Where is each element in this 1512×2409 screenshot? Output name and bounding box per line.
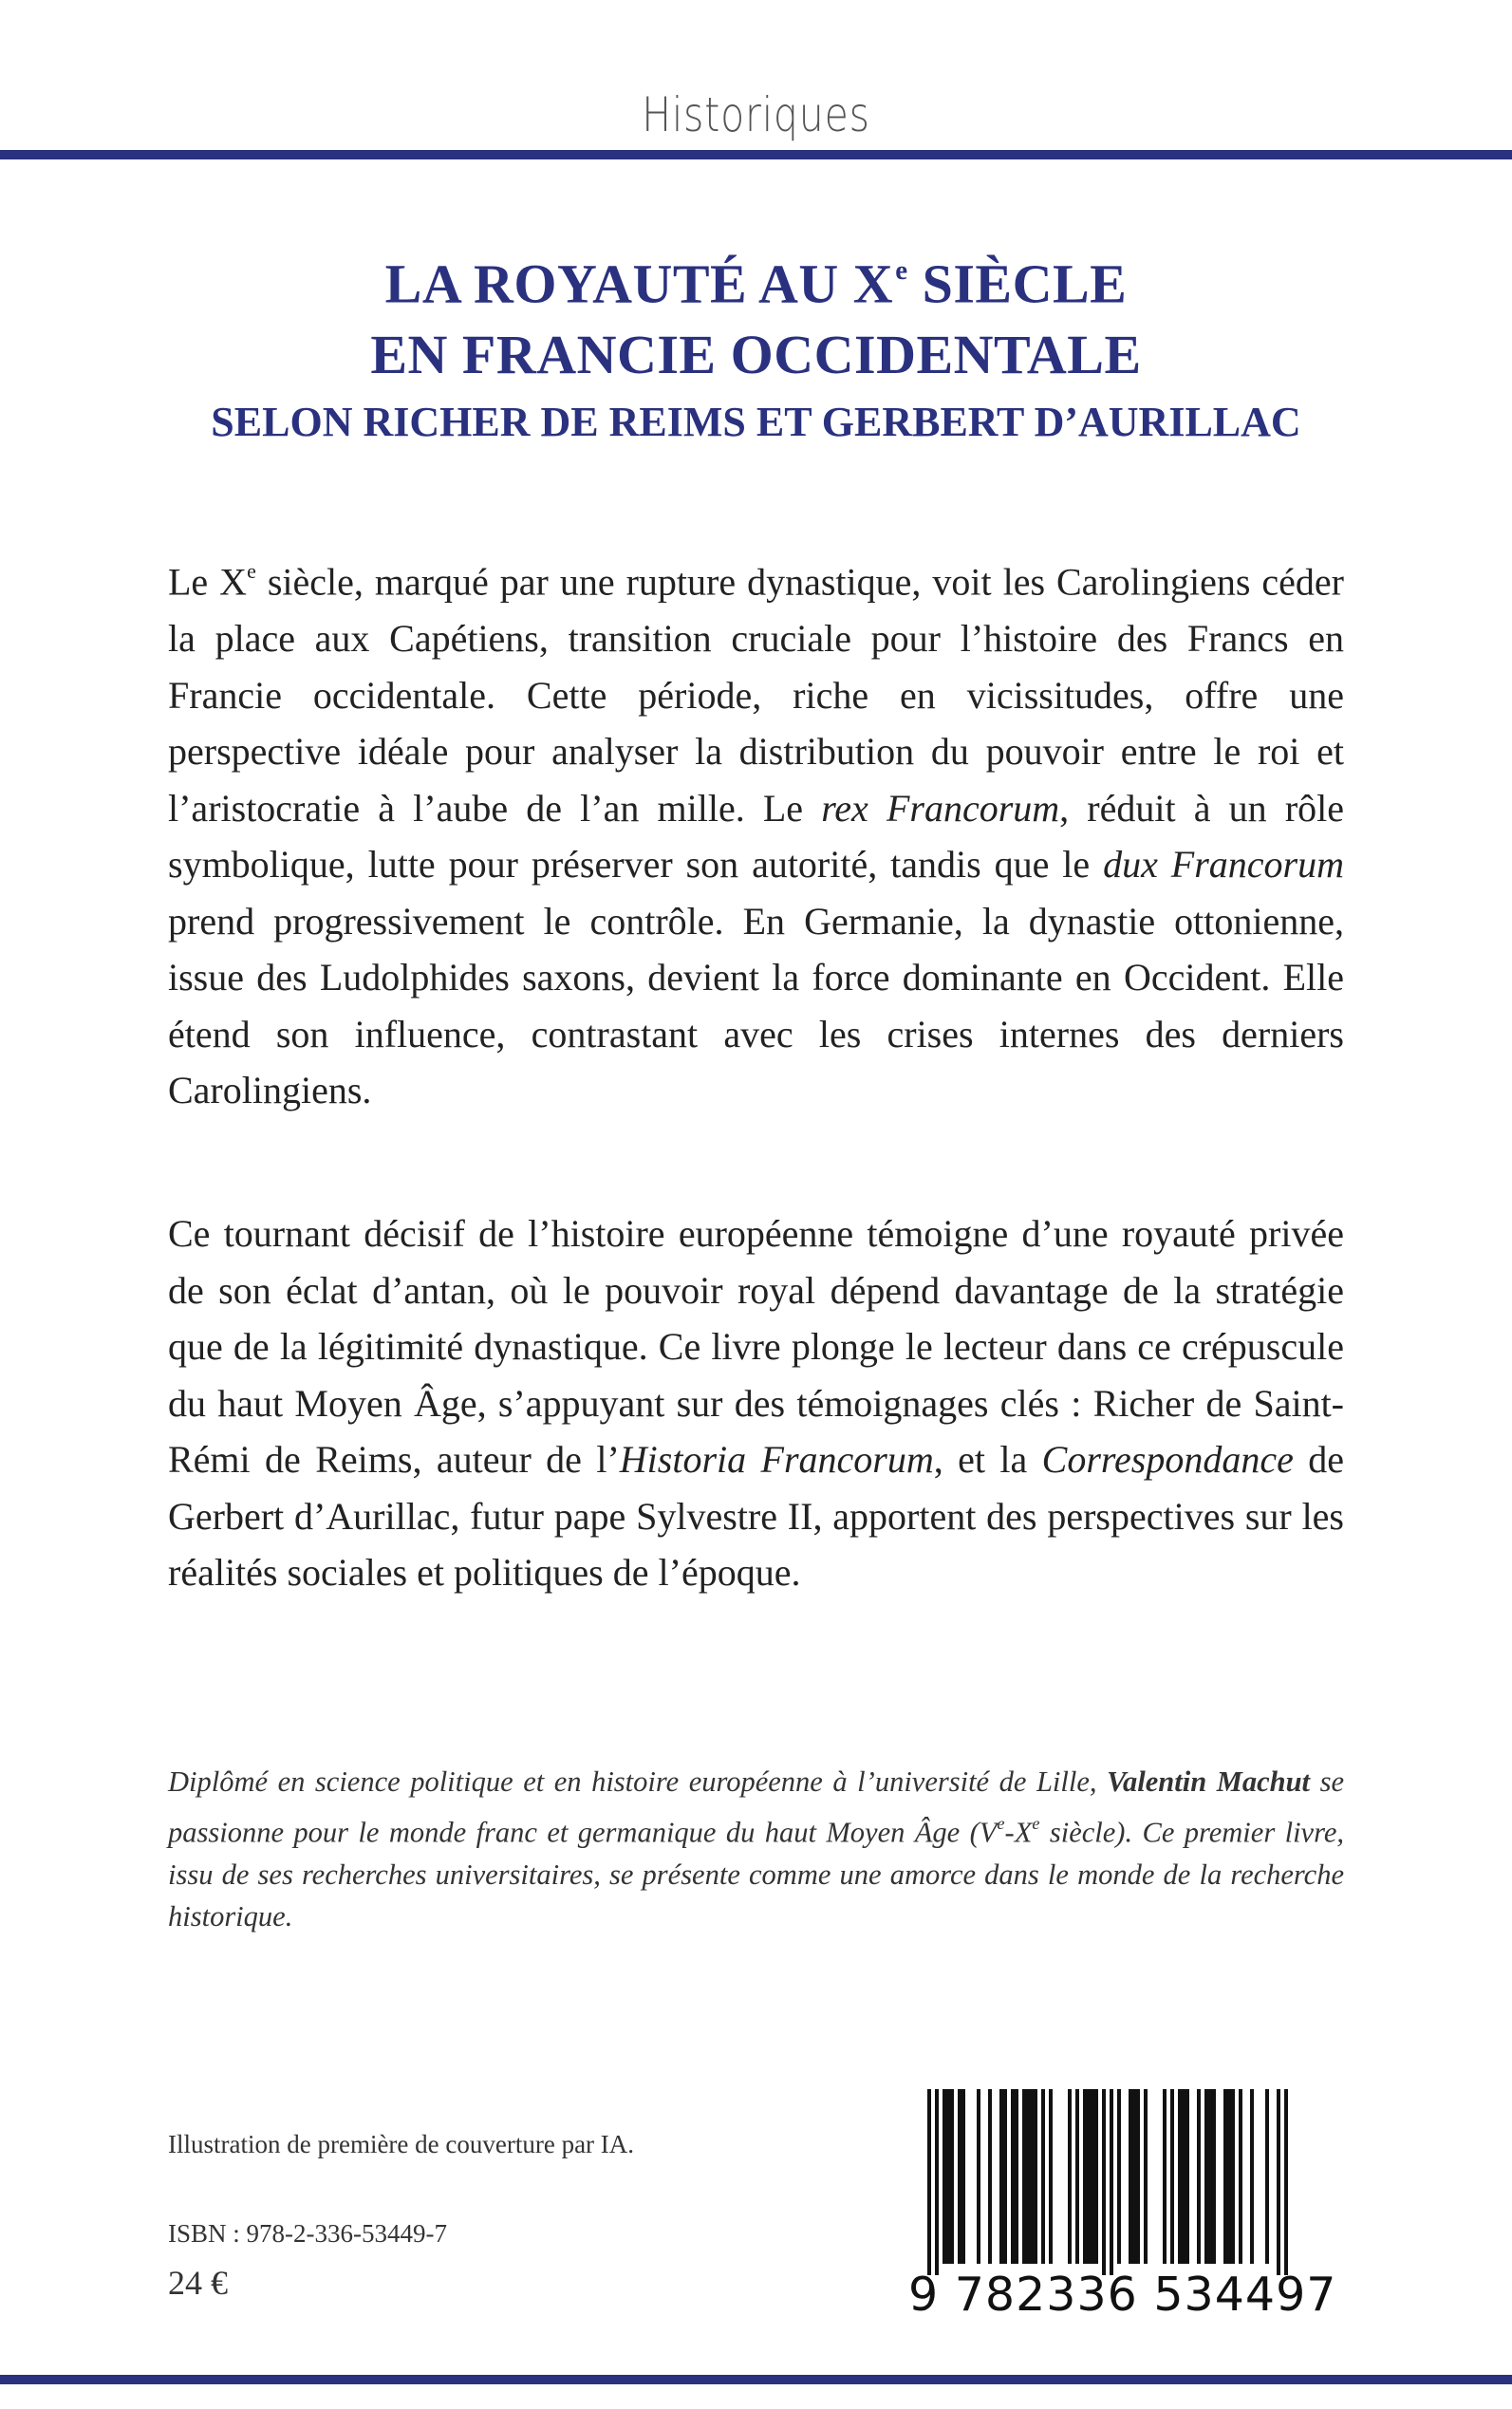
barcode-bar <box>1003 2089 1007 2264</box>
barcode-bar <box>1227 2089 1231 2264</box>
blurb-text: prend progressivement le contrôle. En Germanie, la dynastie ottonienne, issue des Ludolphides saxons, devient la force dominante en Occident. Elle étend son influence, contrastant avec les crises internes des derniers Carolingiens. <box>168 899 1344 1112</box>
blurb-text: , réduit à un rôle symbolique, lutte pour préserver son autorité, tandis que le <box>168 786 1345 887</box>
blurb-italic: Historia Francorum <box>619 1438 934 1481</box>
barcode-bar <box>1239 2089 1242 2264</box>
blurb-superscript: e <box>247 559 256 583</box>
barcode-guard-bar <box>1277 2089 1280 2275</box>
barcode-bar <box>1144 2089 1148 2264</box>
barcode-bar <box>1011 2089 1015 2264</box>
title-superscript: e <box>895 255 908 286</box>
barcode-bar <box>1212 2089 1216 2264</box>
bio-superscript: e <box>997 1814 1005 1833</box>
barcode-bar <box>1041 2089 1045 2264</box>
barcode-guard-bar <box>1102 2089 1106 2275</box>
barcode-bar <box>1049 2089 1053 2264</box>
barcode-bar <box>1208 2089 1212 2264</box>
barcode-guard-bar <box>1110 2089 1113 2275</box>
barcode-bar <box>1250 2089 1254 2264</box>
bio-superscript: e <box>1032 1814 1040 1833</box>
barcode-bar <box>1182 2089 1185 2264</box>
blurb-italic: rex Francorum <box>821 786 1060 830</box>
barcode-bar <box>1117 2089 1121 2264</box>
barcode-bar <box>1015 2089 1018 2264</box>
blurb-text: de Gerbert d’Aurillac, futur pape Sylvestre II, apportent des perspectives sur les réalités sociales et politiques de l’époque. <box>168 1438 1344 1594</box>
barcode <box>908 2083 1337 2323</box>
blurb-text: , et la <box>933 1438 1042 1481</box>
barcode-bar <box>1091 2089 1094 2264</box>
barcode-bar <box>977 2089 980 2264</box>
barcode-bar <box>1132 2089 1136 2264</box>
title-text: SIÈCLE <box>907 252 1128 315</box>
barcode-bar <box>1163 2089 1167 2264</box>
barcode-bar <box>950 2089 954 2264</box>
barcode-bar <box>1204 2089 1208 2264</box>
barcode-bar <box>958 2089 961 2264</box>
barcode-bar <box>1068 2089 1072 2264</box>
barcode-bar <box>943 2089 946 2264</box>
barcode-bar <box>988 2089 992 2264</box>
barcode-bar <box>1034 2089 1037 2264</box>
barcode-guard-bar <box>927 2089 931 2275</box>
blurb-text: siècle, marqué par une rupture dynastique, voit les Carolingiens céder la place aux Capétiens, transition cruciale pour l’histoire des Francs en Francie occidentale. Cette période, riche en vicissitudes, offre une perspective idéale pour analyser la distribution du pouvoir entre le roi et l’aristocratie à l’aube de l’an mille. Le <box>168 560 1344 830</box>
bio-text: Diplômé en science politique et en histoire européenne à l’université de Lille, <box>168 1765 1108 1798</box>
barcode-guard-bar <box>1284 2089 1288 2275</box>
barcode-bar <box>1030 2089 1034 2264</box>
author-bio <box>168 1761 1344 1937</box>
blurb-text: Ce tournant décisif de l’histoire européenne témoigne d’une royauté privée de son éclat d’antan, où le pouvoir royal dépend davantage de la stratégie que de la légitimité dynastique. Ce livre plonge le lecteur dans ce crépuscule du haut Moyen Âge, s’appuyant sur des témoignages clés : Richer de Saint-Rémi de Reims, auteur de l’ <box>168 1212 1344 1481</box>
barcode-bar <box>1178 2089 1182 2264</box>
barcode-bar <box>1087 2089 1091 2264</box>
blurb-paragraph-1 <box>168 543 1344 1119</box>
series-name: Historiques <box>642 87 870 142</box>
barcode-bar <box>1094 2089 1098 2264</box>
barcode-bar <box>961 2089 965 2264</box>
bottom-rule <box>0 2375 1512 2384</box>
book-title-block <box>0 235 1512 451</box>
barcode-bar <box>946 2089 950 2264</box>
author-name: Valentin Machut <box>1107 1765 1311 1798</box>
top-rule <box>0 150 1512 159</box>
barcode-bar <box>1265 2089 1269 2264</box>
blurb-text: Le X <box>168 560 248 604</box>
barcode-digits: 9 782336 534497 <box>908 2268 1337 2322</box>
barcode-bar <box>999 2089 1003 2264</box>
blurb-italic: dux Francorum <box>1103 843 1344 887</box>
barcode-bar <box>1083 2089 1087 2264</box>
subtitle: SELON RICHER DE REIMS ET GERBERT D’AURILLAC <box>211 398 1301 445</box>
barcode-guard-bar <box>935 2089 939 2275</box>
title-line-2: EN FRANCIE OCCIDENTALE <box>370 323 1142 385</box>
blurb-paragraph-2 <box>168 1205 1344 1601</box>
barcode-bar <box>1231 2089 1235 2264</box>
bio-text: siècle). Ce premier livre, issu de ses recherches universitaires, se présente comme une amorce dans le monde de la recherche historique. <box>168 1816 1344 1933</box>
barcode-bar <box>1129 2089 1132 2264</box>
barcode-bar <box>1185 2089 1189 2264</box>
illustration-credit: Illustration de première de couverture par IA. <box>168 2130 635 2158</box>
title-line-1 <box>0 235 1512 320</box>
barcode-bar <box>1022 2089 1026 2264</box>
bio-text: -X <box>1004 1816 1033 1849</box>
barcode-bar <box>1170 2089 1174 2264</box>
title-text: LA ROYAUTÉ AU X <box>384 252 894 315</box>
barcode-bar <box>1197 2089 1201 2264</box>
barcode-bar <box>1026 2089 1030 2264</box>
barcode-bar <box>1223 2089 1227 2264</box>
barcode-bar <box>1075 2089 1079 2264</box>
isbn: ISBN : 978-2-336-53449-7 <box>168 2219 447 2248</box>
price: 24 € <box>168 2264 228 2302</box>
blurb-italic: Correspondance <box>1041 1438 1294 1481</box>
barcode-bar <box>1136 2089 1140 2264</box>
bio-text: se passionne pour le monde franc et germanique du haut Moyen Âge (V <box>168 1765 1344 1849</box>
